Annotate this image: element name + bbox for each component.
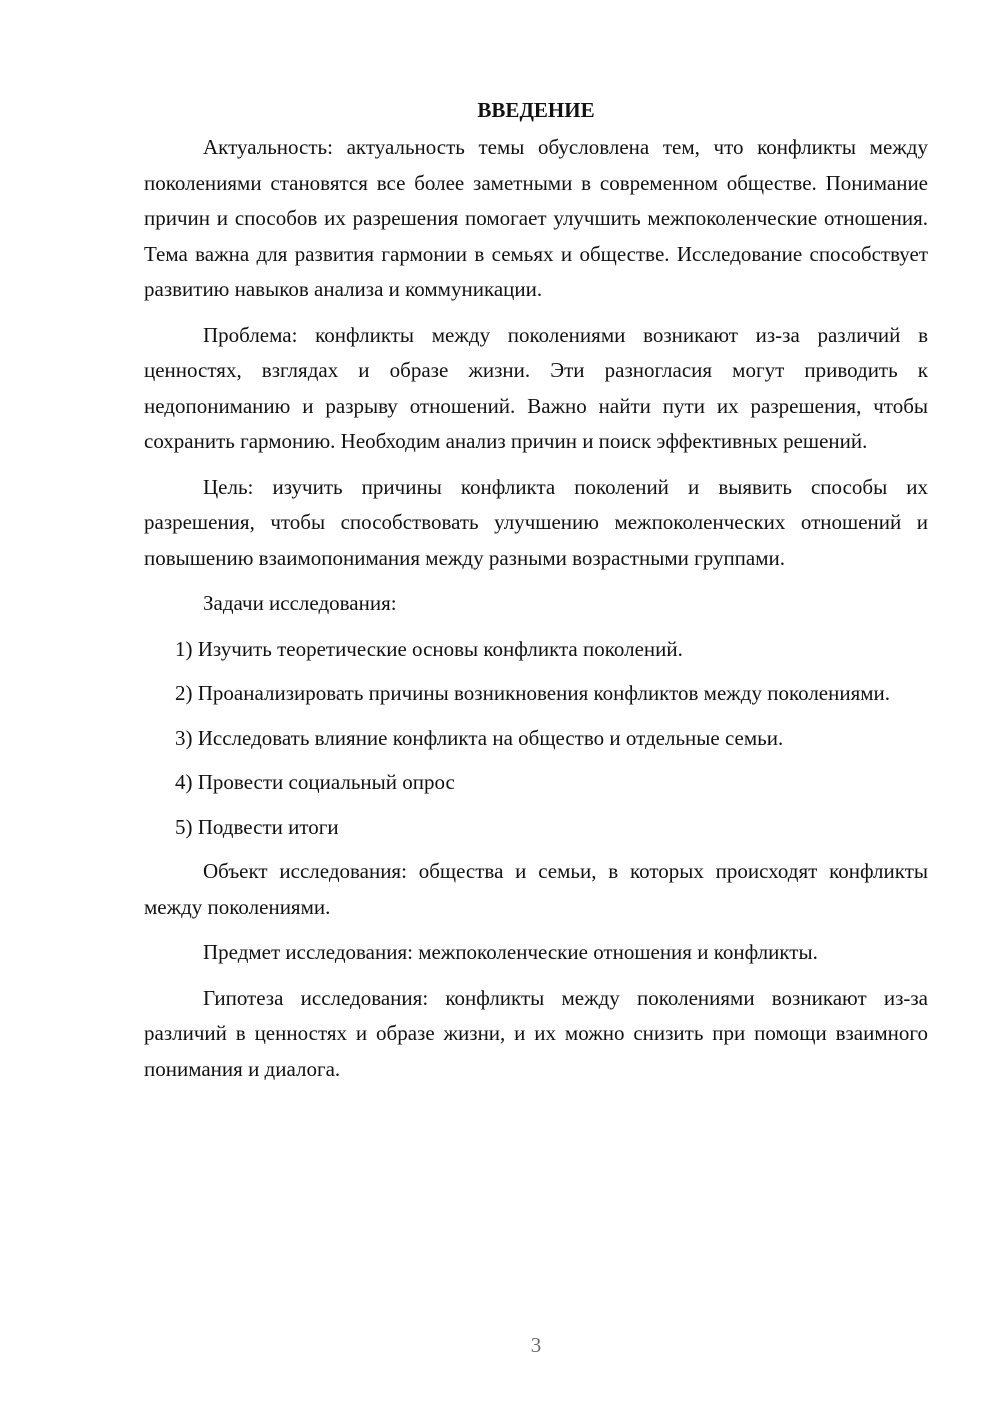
paragraph-problem: Проблема: конфликты между поколениями возникают из-за различий в ценностях, взглядах и образе жизни. Эти разногласия могут приводить к недопониманию и разрыву отношений. Важно найти пути их разрешения, чтобы сохранить гармонию. Необходим анализ причин и поиск эффективных решений. bbox=[144, 322, 928, 453]
paragraph-hypothesis: Гипотеза исследования: конфликты между поколениями возникают из-за различий в ценностях и образе жизни, и их можно снизить при помощи взаимного понимания и диалога. bbox=[144, 985, 928, 1081]
task-item-2: 2) Проанализировать причины возникновения конфликтов между поколениями. bbox=[175, 681, 891, 705]
task-item-1: 1) Изучить теоретические основы конфликта поколений. bbox=[175, 636, 683, 661]
task-item-5: 5) Подвести итоги bbox=[175, 814, 339, 839]
paragraph-relevance: Актуальность: актуальность темы обусловлена тем, что конфликты между поколениями становятся все более заметными в современном обществе. Понимание причин и способов их разрешения помогает улучшить межпоколенческие отношения. Тема важна для развития гармонии в семьях и обществе. Исследование способствует развитию навыков анализа и коммуникации. bbox=[144, 135, 928, 301]
tasks-heading: Задачи исследования: bbox=[203, 591, 397, 615]
document-page bbox=[144, 90, 928, 1097]
page-number: 3 bbox=[530, 1333, 542, 1357]
task-item-3: 3) Исследовать влияние конфликта на общество и отдельные семьи. bbox=[175, 725, 784, 750]
paragraph-subject: Предмет исследования: межпоколенческие отношения и конфликты. bbox=[203, 940, 818, 964]
paragraph-object: Объект исследования: общества и семьи, в которых происходят конфликты между поколениями. bbox=[144, 859, 928, 919]
task-item-4: 4) Провести социальный опрос bbox=[175, 770, 455, 794]
section-title: ВВЕДЕНИЕ bbox=[477, 98, 595, 122]
paragraph-goal: Цель: изучить причины конфликта поколений и выявить способы их разрешения, чтобы способствовать улучшению межпоколенческих отношений и повышению взаимопонимания между разными возрастными группами. bbox=[144, 474, 928, 570]
